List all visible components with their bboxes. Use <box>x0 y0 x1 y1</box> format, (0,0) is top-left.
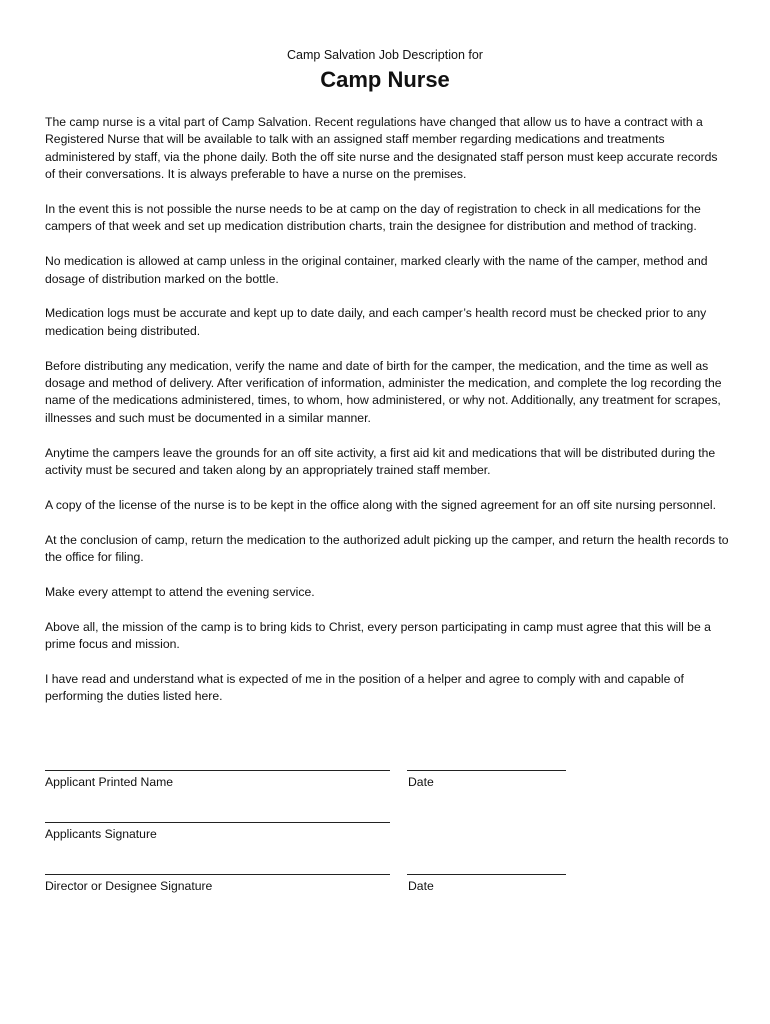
paragraph-off-site: Anytime the campers leave the grounds for an off site activity, a first aid kit and medications that will be distributed during the activity must be secured and taken along by an appropriately trained staff member. <box>45 445 716 478</box>
director-signature-line[interactable] <box>45 874 390 875</box>
applicant-name-label: Applicant Printed Name <box>45 775 174 789</box>
document-title: Camp Nurse <box>320 67 450 92</box>
document-subtitle: Camp Salvation Job Description for <box>287 48 483 62</box>
paragraph-agreement: I have read and understand what is expected of me in the position of a helper and agree to comply with and capable of performing the duties listed here. <box>45 671 684 704</box>
date-line-1[interactable] <box>407 770 566 771</box>
paragraph-medication-container: No medication is allowed at camp unless in the original container, marked clearly with the name of the camper, method and dosage of distribution marked on the bottle. <box>45 254 708 286</box>
paragraph-license: A copy of the license of the nurse is to be kept in the office along with the signed agreement for an off site nursing personnel. <box>45 497 716 512</box>
paragraph-conclusion: At the conclusion of camp, return the medication to the authorized adult picking up the camper, and return the health records to the office for filing. <box>45 532 729 565</box>
director-signature-label: Director or Designee Signature <box>45 879 213 893</box>
applicant-name-line[interactable] <box>45 770 390 771</box>
paragraph-intro: The camp nurse is a vital part of Camp Salvation. Recent regulations have changed that allow us to have a contract with a Registered Nurse that will be available to talk with an assigned staff member regarding medications and treatments administered by staff, via the phone daily. Both the off site nurse and the designated staff person must keep accurate records of their conversations. It is always preferable to have a nurse on the premises. <box>45 115 718 182</box>
date-label-2: Date <box>408 879 434 893</box>
paragraph-distribution: Before distributing any medication, verify the name and date of birth for the camper, the medication, and the time as well as dosage and method of delivery. After verification of information, administer the medication, and complete the log recording the name of the medications administered, times, to whom, how administered, or why not. Additionally, any treatment for scrapes, illnesses and such must be documented in a similar manner. <box>45 358 722 425</box>
paragraph-mission: Above all, the mission of the camp is to bring kids to Christ, every person participating in camp must agree that this will be a prime focus and mission. <box>45 619 711 652</box>
document-body <box>45 114 730 723</box>
paragraph-medication-logs: Medication logs must be accurate and kept up to date daily, and each camper’s health record must be checked prior to any medication being distributed. <box>45 306 707 338</box>
paragraph-registration: In the event this is not possible the nurse needs to be at camp on the day of registration to check in all medications for the campers of that week and set up medication distribution charts, train the designee for distribution and method of tracking. <box>45 202 701 234</box>
applicant-signature-label: Applicants Signature <box>45 827 157 841</box>
date-label-1: Date <box>408 775 434 789</box>
applicant-signature-line[interactable] <box>45 822 390 823</box>
paragraph-evening-service: Make every attempt to attend the evening service. <box>45 584 315 599</box>
date-line-2[interactable] <box>407 874 566 875</box>
